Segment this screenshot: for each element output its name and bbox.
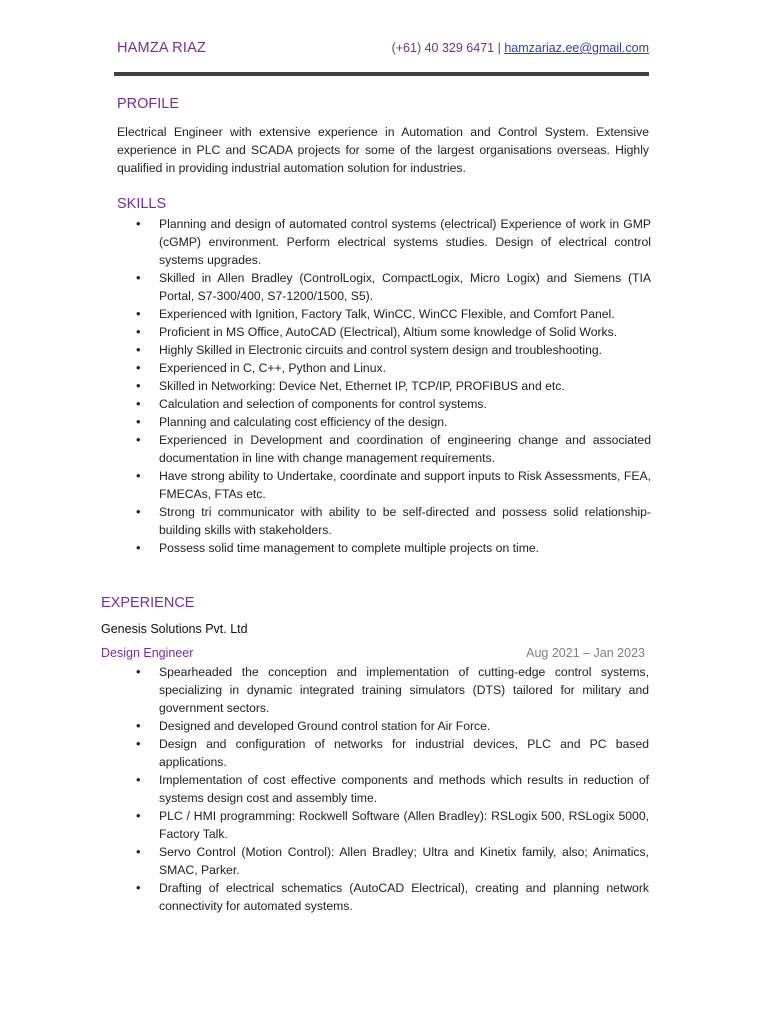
skill-item: • Have strong ability to Undertake, coordinate and support inputs to Risk Assessments, FEA, FMECAs, FTAs etc. [136,467,651,503]
skill-item: • Calculation and selection of components for control systems. [136,395,651,413]
experience-heading: EXPERIENCE [101,595,195,611]
experience-item: • Implementation of cost effective components and methods which results in reduction of systems design cost and assembly time. [136,771,649,807]
experience-item: • Designed and developed Ground control station for Air Force. [136,717,649,735]
contact-info [392,41,649,55]
experience-item: • Drafting of electrical schematics (AutoCAD Electrical), creating and planning network connectivity for automated systems. [136,879,649,915]
skills-heading: SKILLS [117,196,167,212]
skill-item: • Planning and design of automated control systems (electrical) Experience of work in GMP (cGMP) environment. Perform electrical systems studies. Design of electrical control systems upgrades. [136,215,651,269]
contact-separator: | [497,41,501,55]
company-name: Genesis Solutions Pvt. Ltd [101,622,248,636]
skill-item: • Skilled in Allen Bradley (ControlLogix, CompactLogix, Micro Logix) and Siemens (TIA Portal, S7-300/400, S7-1200/1500, S5). [136,269,651,305]
email-link[interactable]: hamzariaz.ee@gmail.com [504,41,649,55]
profile-heading: PROFILE [117,96,180,112]
skill-item: • Experienced with Ignition, Factory Talk, WinCC, WinCC Flexible, and Comfort Panel. [136,305,651,323]
skill-item: • Skilled in Networking: Device Net, Ethernet IP, TCP/IP, PROFIBUS and etc. [136,377,651,395]
experience-list [136,663,649,915]
skills-list [136,215,651,557]
profile-text: Electrical Engineer with extensive experience in Automation and Control System. Extensive experience in PLC and SCADA projects for some of the largest organisations overseas. Highly qualified in providing industrial automation solution for industries. [117,125,649,175]
skill-item: • Planning and calculating cost efficiency of the design. [136,413,651,431]
skill-item: • Experienced in C, C++, Python and Linux. [136,359,651,377]
phone-number: (+61) 40 329 6471 [391,41,495,55]
resume-header [117,40,649,60]
job-title: Design Engineer [101,646,194,660]
employment-dates: Aug 2021 – Jan 2023 [526,646,645,660]
skill-item: • Highly Skilled in Electronic circuits and control system design and troubleshooting. [136,341,651,359]
candidate-name: HAMZA RIAZ [117,40,207,56]
experience-item: • Spearheaded the conception and implementation of cutting-edge control systems, specializing in dynamic integrated training simulators (DTS) tailored for military and government sectors. [136,663,649,717]
skill-item: • Proficient in MS Office, AutoCAD (Electrical), Altium some knowledge of Solid Works. [136,323,651,341]
experience-item: • Servo Control (Motion Control): Allen Bradley; Ultra and Kinetix family, also; Animatics, SMAC, Parker. [136,843,649,879]
skill-item: • Possess solid time management to complete multiple projects on time. [136,539,651,557]
header-divider [114,72,649,76]
experience-item: • Design and configuration of networks for industrial devices, PLC and PC based applications. [136,735,649,771]
skill-item: • Experienced in Development and coordination of engineering change and associated documentation in line with change management requirements. [136,431,651,467]
skill-item: • Strong tri communicator with ability to be self-directed and possess solid relationship-building skills with stakeholders. [136,503,651,539]
experience-item: • PLC / HMI programming: Rockwell Software (Allen Bradley): RSLogix 500, RSLogix 5000, Factory Talk. [136,807,649,843]
